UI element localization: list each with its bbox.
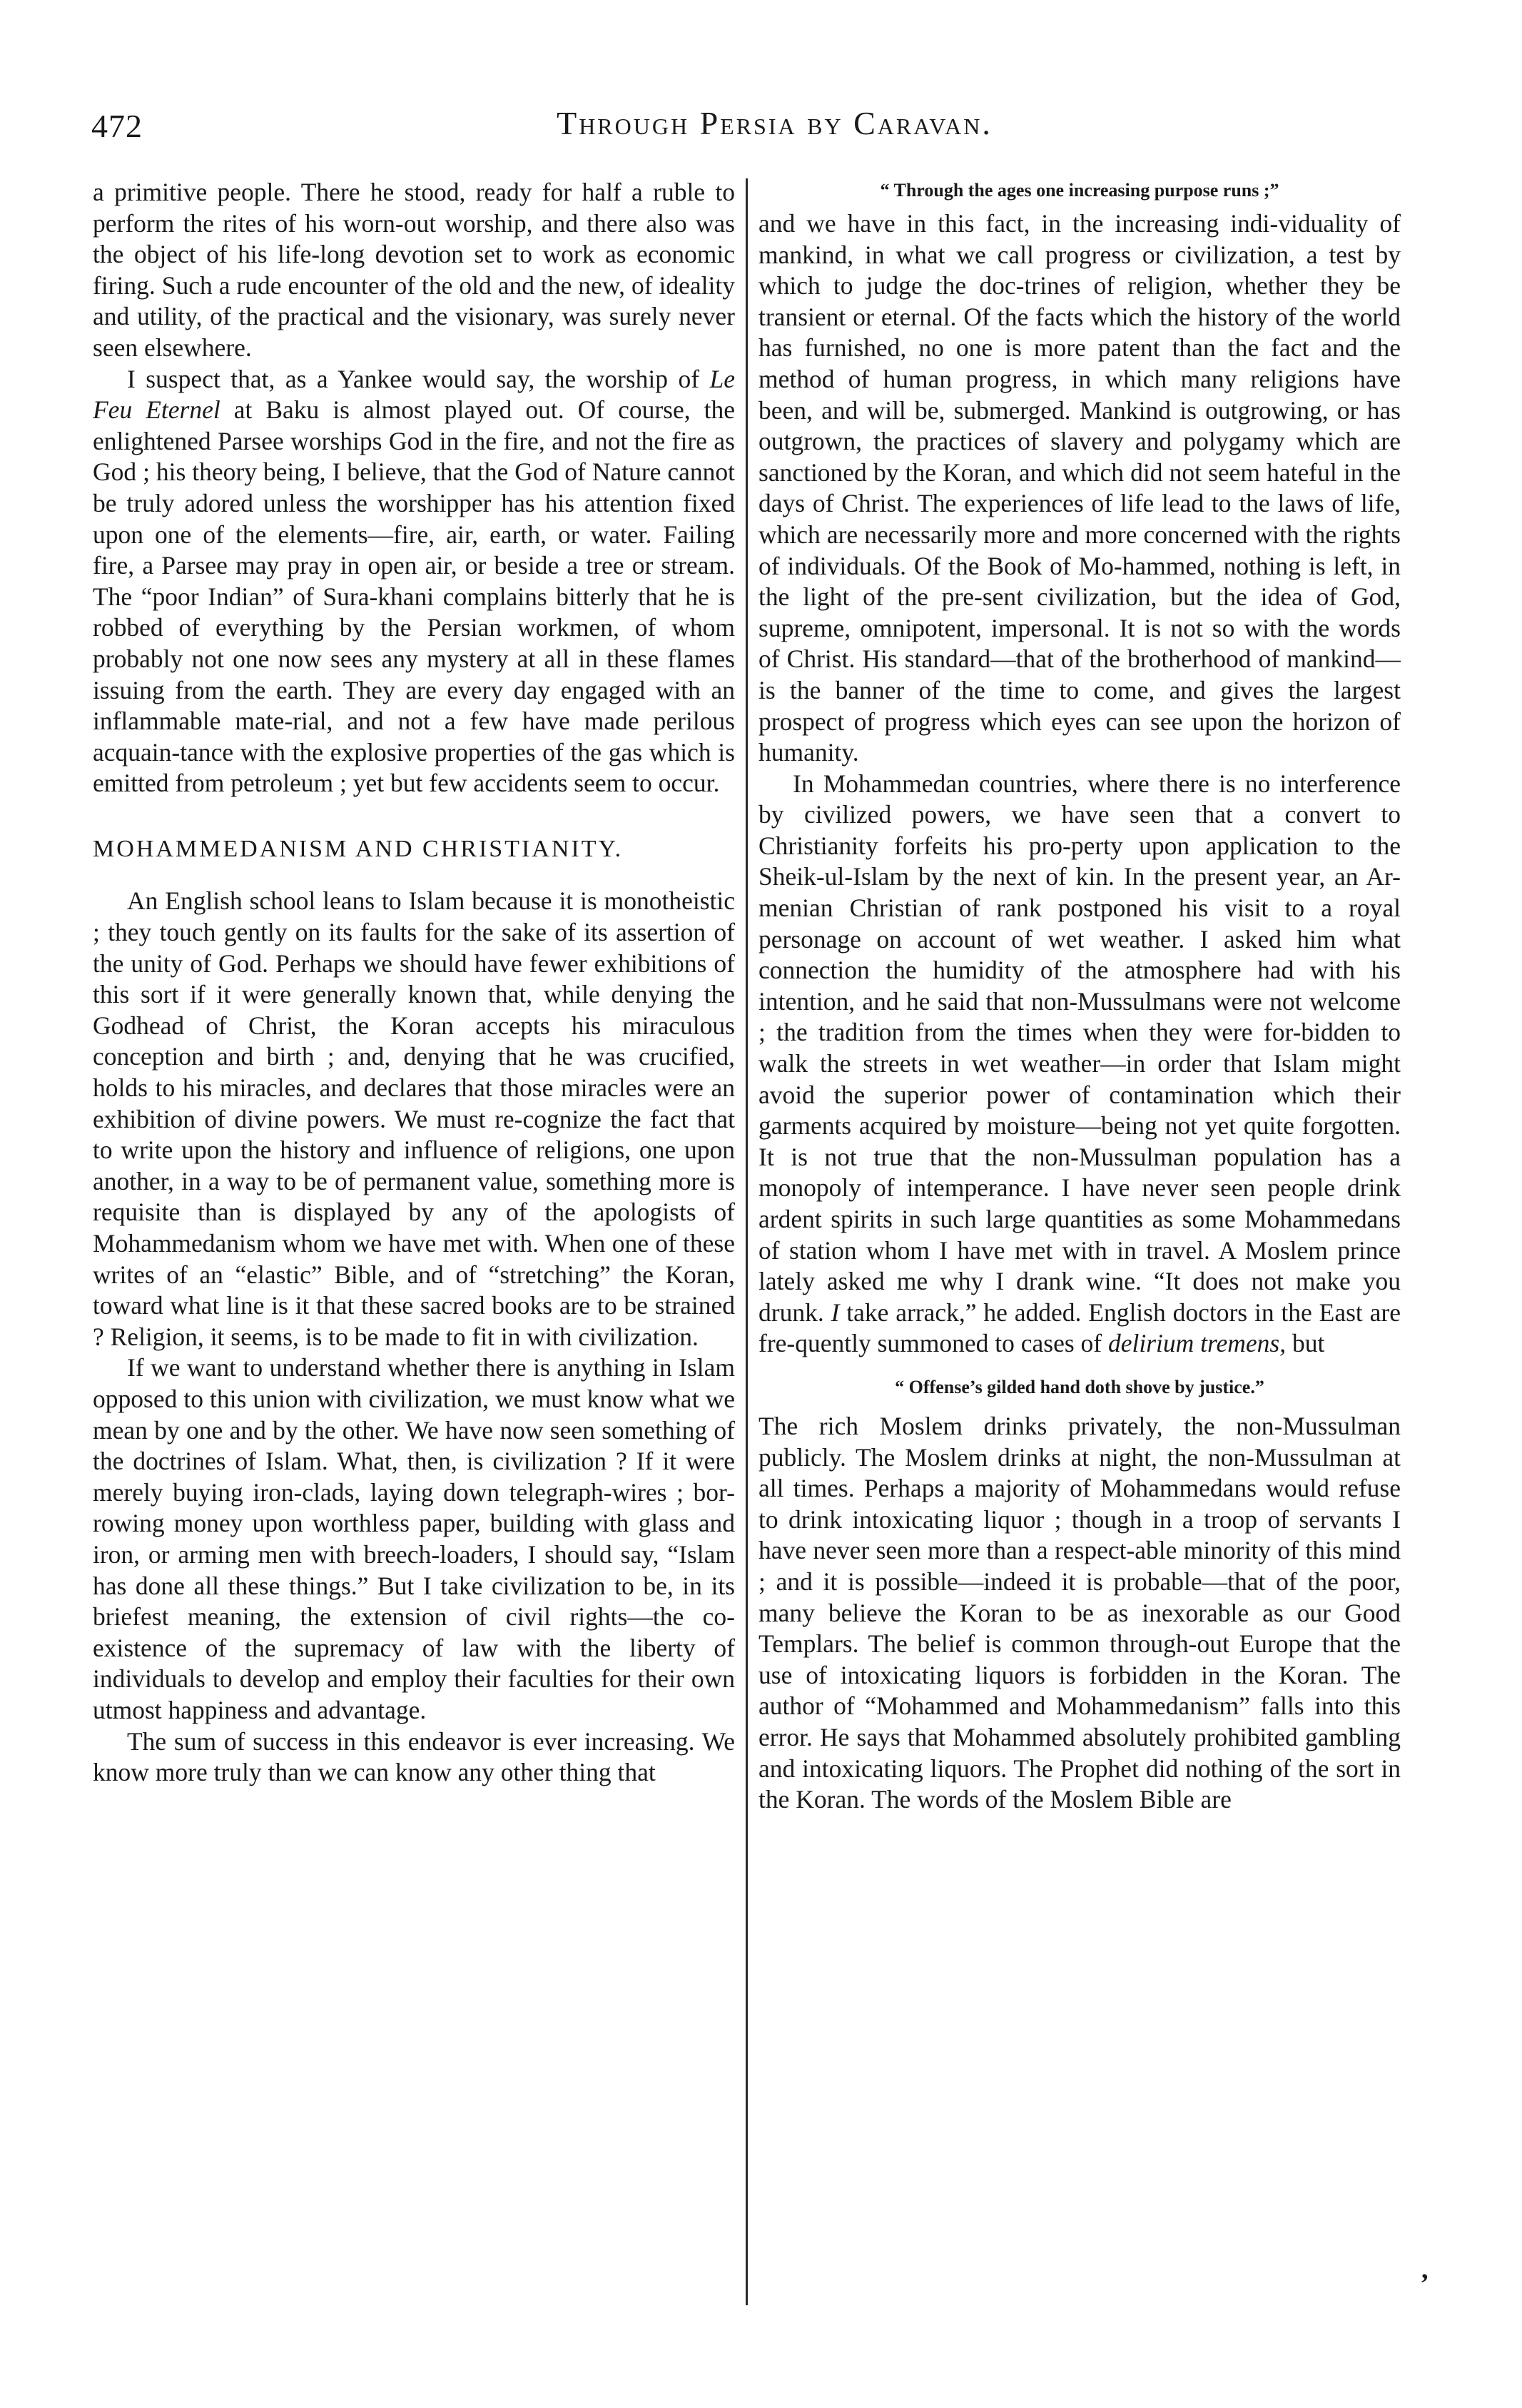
delirium-tremens-italic: delirium tremens, <box>1107 1329 1287 1358</box>
section-heading: MOHAMMEDANISM AND CHRISTIANITY. <box>93 835 624 862</box>
stray-comma-mark: , <box>1421 2255 1429 2285</box>
page-number: 472 <box>91 108 143 144</box>
left-paragraph-2-part-a: I suspect that, as a Yankee would say, the worship of <box>127 364 710 393</box>
right-paragraph-1: and we have in this fact, in the increasing indi-viduality of mankind, in what we call progress or civilization, a test by which to judge the doc-trines of religion, whether they be transient or eternal. Of the facts which the history of the world has furnished, no one is more patent than the fact and the method of human progress, in which many religions have been, and will be, submerged. Mankind is outgrowing, or has outgrown, the practices of slavery and polygamy which are sanctioned by the Koran, and which did not seem hateful in the days of Christ. The experiences of life lead to the laws of life, which are necessarily more and more concerned with the rights of individuals. Of the Book of Mo-hammed, nothing is left, in the light of the pre-sent civilization, but the idea of God, supreme, omnipotent, impersonal. It is not so with the words of Christ. His standard—that of the brotherhood of mankind—is the banner of the time to come, and gives the largest prospect of progress which eyes can see upon the horizon of humanity. <box>759 209 1401 767</box>
right-paragraph-2-part-b: take arrack,” he added. English doctors in the East are fre-quently summoned to cases of <box>759 1297 1401 1358</box>
left-paragraph-2 <box>93 364 735 799</box>
right-paragraph-2 <box>759 769 1401 1360</box>
left-paragraph-4: If we want to understand whether there is anything in Islam opposed to this union with civilization, we must know what we mean by one and by the other. We have now seen something of the doctrines of Islam. What, then, is civilization ? If it were merely buying iron-clads, laying down telegraph-wires ; bor-rowing money upon worthless paper, building with glass and iron, or arming men with breech-loaders, I should say, “Islam has done all these things.” But I take civilization to be, in its briefest meaning, the extension of civil rights—the co-existence of the supremacy of law with the liberty of individuals to develop and employ their faculties for their own utmost happiness and advantage. <box>93 1353 735 1724</box>
italic-i: I <box>831 1297 840 1327</box>
page-header <box>84 100 1465 157</box>
le-feu-eternel-italic: Le Feu Eternel <box>93 364 735 425</box>
running-title: Through Persia by Caravan. <box>557 105 993 141</box>
epigraph-quote-2: “ Offense’s gilded hand doth shove by justice.” <box>895 1376 1264 1397</box>
right-column <box>759 177 1401 2318</box>
epigraph-quote-1: “ Through the ages one increasing purpose runs ;” <box>880 180 1279 201</box>
left-column <box>93 177 735 2318</box>
left-paragraph-5: The sum of success in this endeavor is ever increasing. We know more truly than we can know any other thing that <box>93 1726 735 1787</box>
left-paragraph-1: a primitive people. There he stood, ready for half a ruble to perform the rites of his worn-out worship, and there also was the object of his life-long devotion set to work as economic firing. Such a rude encounter of the old and the new, of ideality and utility, of the practical and the visionary, was surely never seen elsewhere. <box>93 178 735 362</box>
left-paragraph-3: An English school leans to Islam because it is monotheistic ; they touch gently on its faults for the sake of its assertion of the unity of God. Perhaps we should have fewer exhibitions of this sort if it were generally known that, while denying the Godhead of Christ, the Koran accepts his miraculous conception and birth ; and, denying that he was crucified, holds to his miracles, and declares that those miracles were an exhibition of divine powers. We must re-cognize the fact that to write upon the history and influence of religions, one upon another, in a way to be of permanent value, something more is requisite than is displayed by any of the apologists of Mohammedanism whom we have met with. When one of these writes of an “elastic” Bible, and of “stretching” the Koran, toward what line is it that these sacred books are to be strained ? Religion, it seems, is to be made to fit in with civilization. <box>93 886 735 1351</box>
right-paragraph-2-part-a: In Mohammedan countries, where there is no interference by civilized powers, we have seen that a convert to Christianity forfeits his pro-perty upon application to the Sheik-ul-Islam by the next of kin. In the present year, an Ar-menian Christian of rank postponed his visit to a royal personage on account of wet weather. I asked him what connection the humidity of the atmosphere had with his intention, and he said that non-Mussulmans were not welcome ; the tradition from the times when they were for-bidden to walk the streets in wet weather—in order that Islam might avoid the superior power of contamination which their garments acquired by moisture—being not yet quite forgotten. It is not true that the non-Mussulman population has a monopoly of intemperance. I have never seen people drink ardent spirits in such large quantities as some Mohammedans of station whom I have met with in travel. A Moslem prince lately asked me why I drank wine. “It does not make you drunk. <box>759 769 1401 1327</box>
right-paragraph-3: The rich Moslem drinks privately, the non-Mussulman publicly. The Moslem drinks at night, the non-Mussulman at all times. Perhaps a majority of Mohammedans would refuse to drink intoxicating liquor ; though in a troop of servants I have never seen more than a respect-able minority of this mind ; and it is possible—indeed it is probable—that of the poor, many believe the Koran to be as inexorable as our Good Templars. The belief is common through-out Europe that the use of intoxicating liquors is forbidden in the Koran. The author of “Mohammed and Mohammedanism” falls into this error. He says that Mohammed absolutely prohibited gambling and intoxicating liquors. The Prophet did nothing of the sort in the Koran. The words of the Moslem Bible are <box>759 1411 1401 1814</box>
right-paragraph-2-part-c: but <box>1286 1329 1325 1358</box>
left-paragraph-2-part-b: at Baku is almost played out. Of course, the enlightened Parsee worships God in the fire, and not the fire as God ; his theory being, I believe, that the God of Nature cannot be truly adored unless the worshipper has his attention fixed upon one of the elements—fire, air, earth, or water. Failing fire, a Parsee may pray in open air, or beside a tree or stream. The “poor Indian” of Sura-khani complains bitterly that he is robbed of everything by the Persian workmen, of whom probably not one now sees any mystery at all in these flames issuing from the earth. They are every day engaged with an inflammable mate-rial, and not a few have made perilous acquain-tance with the explosive properties of the gas which is emitted from petroleum ; yet but few accidents seem to occur. <box>93 395 735 798</box>
column-divider <box>746 178 748 2305</box>
